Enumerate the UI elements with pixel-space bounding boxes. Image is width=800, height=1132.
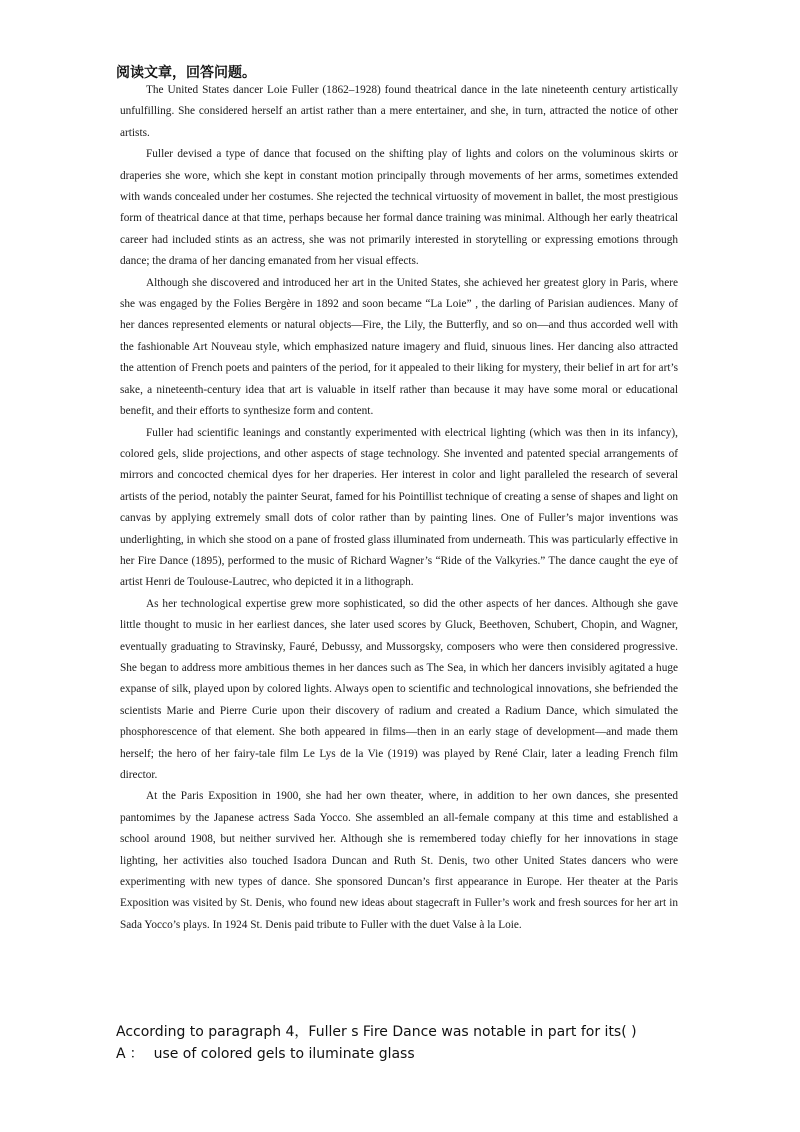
passage-paragraph-2: Fuller devised a type of dance that focused on the shifting play of lights and colors on the voluminous skirts or draperies she wore, which she kept in constant motion principally through movements of her arms, sometimes extended with wands concealed under her costumes. She rejected the technical virtuosity of movement in ballet, the most prestigious form of theatrical dance at that time, perhaps because her formal dance training was minimal. Although her early theatrical career had included stints as an actress, she was not primarily interested in storytelling or expressing emotions through dance; the drama of her dancing emanated from her visual effects. bbox=[120, 148, 678, 268]
passage-paragraph-6: At the Paris Exposition in 1900, she had her own theater, where, in addition to her own dances, she presented pantomimes by the Japanese actress Sada Yocco. She assembled an all-female company at this time and established a school around 1908, but neither survived her. Although she is remembered today chiefly for her innovations in stage lighting, her activities also touched Isadora Duncan and Ruth St. Denis, two other United States dancers who were experimenting with new types of dance. She sponsored Duncan’s first appearance in Europe. Her theater at the Paris Exposition was visited by St. Denis, who found new ideas about stagecraft in Fuller’s work and fresh sources for her art in Sada Yocco’s plays. In 1924 St. Denis paid tribute to Fuller with the duet Valse à la Loie. bbox=[120, 790, 678, 931]
answer-option-a[interactable] bbox=[116, 1043, 415, 1063]
reading-passage bbox=[120, 80, 678, 936]
passage-paragraph-1: The United States dancer Loie Fuller (1862–1928) found theatrical dance in the late nineteenth century artistically unfulfilling. She considered herself an artist rather than a mere entertainer, and she, in turn, attracted the notice of other artists. bbox=[120, 84, 678, 139]
option-separator: ： bbox=[129, 1046, 144, 1062]
option-letter: A bbox=[116, 1046, 126, 1062]
passage-paragraph-5: As her technological expertise grew more sophisticated, so did the other aspects of her dances. Although she gave little thought to music in her earliest dances, she later used scores by Gluck, Beethoven, Schubert, Chopin, and Wagner, eventually graduating to Stravinsky, Fauré, Debussy, and Mussorgsky, composers who were then considered progressive. She began to address more ambitious themes in her dances such as The Sea, in which her dancers invisibly agitated a huge expanse of silk, played upon by colored lights. Always open to scientific and technological innovations, she befriended the scientists Marie and Pierre Curie upon their discovery of radium and created a Radium Dance, which simulated the phosphorescence of that element. She both appeared in films—then in an early stage of development—and made them herself; the hero of her fairy-tale film Le Lys de la Vie (1919) was played by René Clair, later a leading French film director. bbox=[120, 597, 678, 781]
question-text: According to paragraph 4，Fuller s Fire Dance was notable in part for its( ) bbox=[116, 1024, 637, 1040]
option-text: use of colored gels to iluminate glass bbox=[153, 1046, 415, 1062]
instruction-heading: 阅读文章，回答问题。 bbox=[116, 65, 256, 81]
passage-paragraph-4: Fuller had scientific leanings and constantly experimented with electrical lighting (which was then in its infancy), colored gels, slide projections, and other aspects of stage technology. She invented and patented special arrangements of mirrors and concocted chemical dyes for her draperies. Her interest in color and light paralleled the research of several artists of the period, notably the painter Seurat, famed for his Pointillist technique of creating a sense of shapes and light on canvas by applying extremely small dots of color rather than by painting lines. One of Fuller’s major inventions was underlighting, in which she stood on a pane of frosted glass illuminated from underneath. This was particularly effective in her Fire Dance (1895), performed to the music of Richard Wagner’s “Ride of the Valkyries.” The dance caught the eye of artist Henri de Toulouse-Lautrec, who depicted it in a lithograph. bbox=[120, 426, 678, 589]
passage-paragraph-3: Although she discovered and introduced her art in the United States, she achieved her greatest glory in Paris, where she was engaged by the Folies Bergère in 1892 and soon became “La Loie” , the darling of Parisian audiences. Many of her dances represented elements or natural objects—Fire, the Lily, the Butterfly, and so on—and thus accorded well with the fashionable Art Nouveau style, which emphasized nature imagery and fluid, sinuous lines. Her dancing also attracted the attention of French poets and painters of the period, for it appealed to their liking for mystery, their belief in art for art’s sake, a nineteenth-century idea that art is valuable in itself rather than because it may have some moral or educational benefit, and their efforts to synthesize form and content. bbox=[120, 276, 678, 418]
